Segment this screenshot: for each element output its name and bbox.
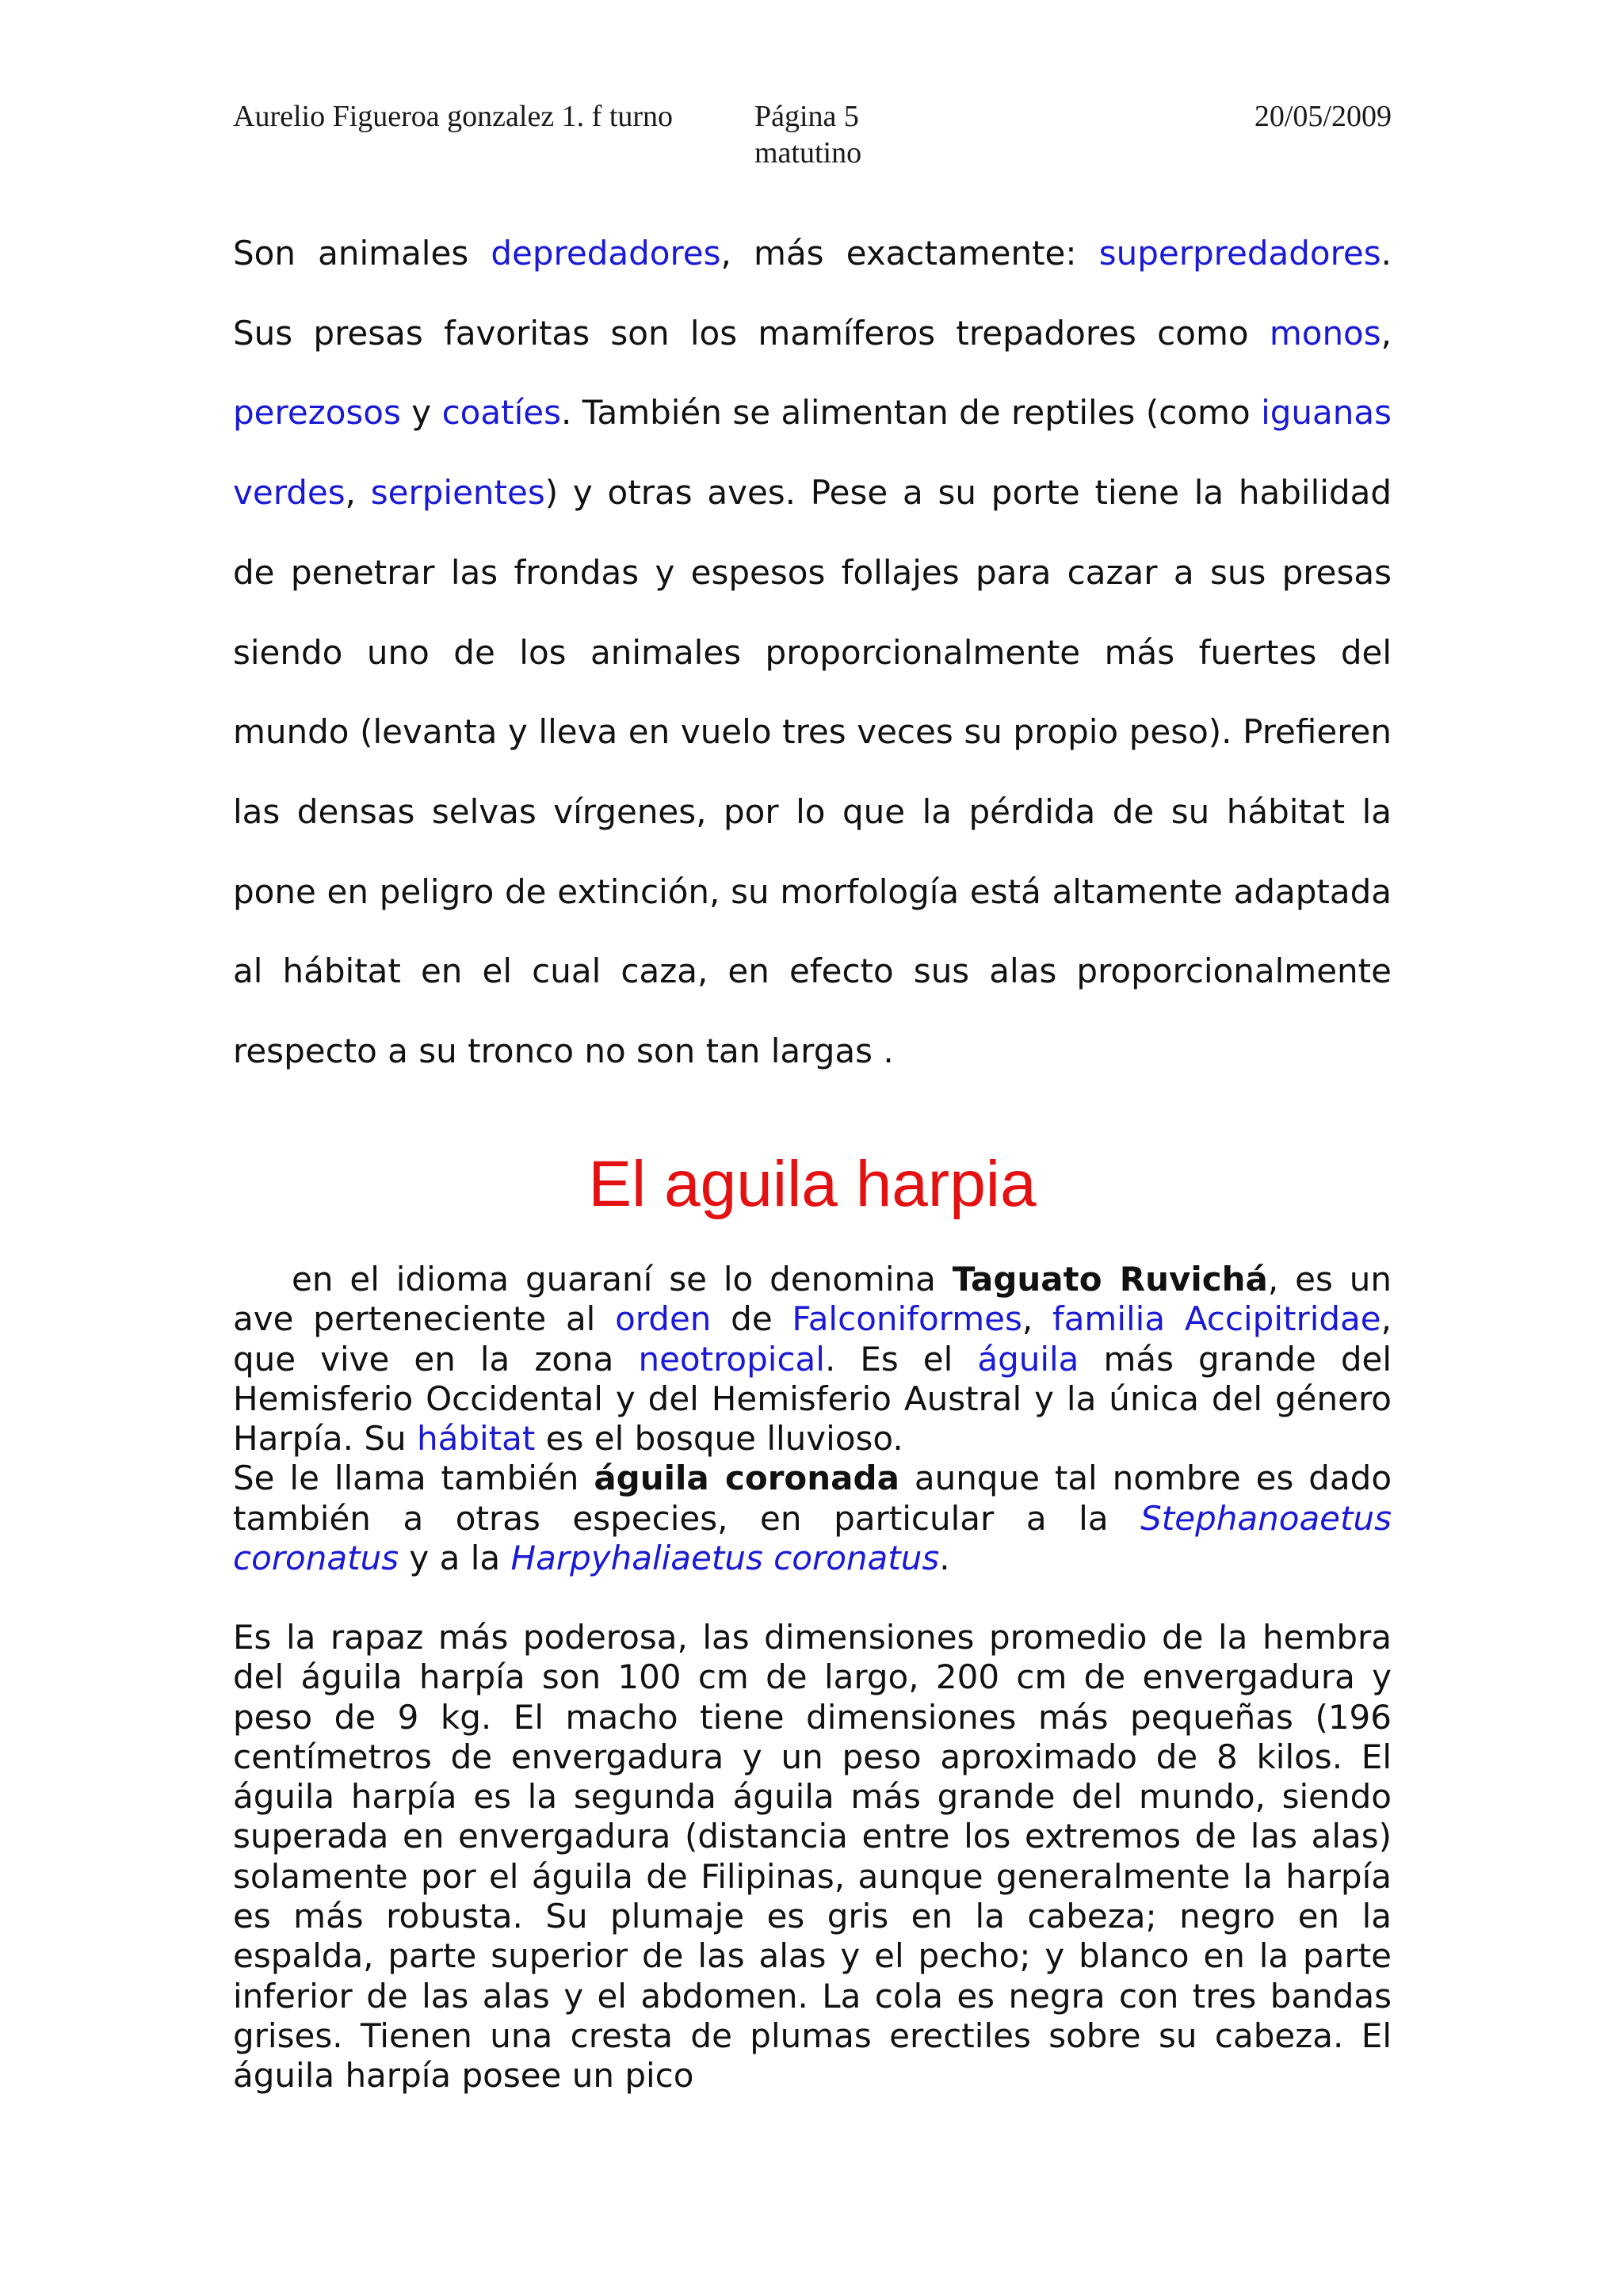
text-run: . bbox=[939, 1539, 950, 1578]
header-author: Aurelio Figueroa gonzalez 1. f turno bbox=[233, 100, 674, 133]
bold-aguila-coronada: águila coronada bbox=[594, 1459, 899, 1498]
text-run: , que vive en la zona bbox=[233, 1299, 1392, 1379]
section-title: El aguila harpia bbox=[588, 1148, 1037, 1220]
page-header bbox=[233, 93, 1392, 173]
text-run: , bbox=[345, 473, 371, 513]
link-coaties[interactable]: coatíes bbox=[441, 393, 561, 433]
text-run: y bbox=[400, 393, 442, 433]
text-run: más grande del Hemisferio Occidental y del Hemisferio Austral y la única del género Harpía. Su bbox=[233, 1339, 1392, 1459]
text-run: , es un ave perteneciente al bbox=[233, 1260, 1392, 1339]
text-run: , más exactamente: bbox=[720, 234, 1099, 273]
link-orden[interactable]: orden bbox=[615, 1299, 712, 1339]
header-date: 20/05/2009 bbox=[1254, 100, 1392, 133]
harpy-intro-paragraph bbox=[233, 1260, 1392, 1578]
text-run: de bbox=[711, 1299, 792, 1339]
text-run: , bbox=[1381, 313, 1392, 353]
link-monos[interactable]: monos bbox=[1269, 313, 1381, 353]
link-habitat[interactable]: hábitat bbox=[416, 1419, 536, 1459]
intro-paragraph bbox=[233, 214, 1392, 1092]
bold-taguato-ruvicha: Taguato Ruvichá bbox=[952, 1260, 1268, 1299]
text-run: , bbox=[1022, 1299, 1052, 1339]
text-run: ) y otras aves. Pese a su porte tiene la habilidad de penetrar las frondas y espesos follajes para cazar a sus presas siendo uno de los animales proporcionalmente más fuertes del mundo (levanta y lleva en vuelo tres veces su propio peso). Prefieren las densas selvas vírgenes, por lo que la pérdida de su hábitat la pone en peligro de extinción, su morfología está altamente adaptada al hábitat en el cual caza, en efecto sus alas proporcionalmente respecto a su tronco no son tan largas . bbox=[233, 473, 1392, 1071]
text-run: en el idioma guaraní se lo denomina bbox=[292, 1260, 953, 1299]
text-run: es el bosque lluvioso. bbox=[535, 1419, 903, 1459]
link-falconiformes[interactable]: Falconiformes bbox=[792, 1299, 1022, 1339]
link-iguanas-verdes[interactable]: iguanas verdes bbox=[233, 393, 1392, 513]
text-run: y a la bbox=[399, 1539, 511, 1578]
text-run: Son animales bbox=[233, 234, 491, 273]
header-page-number: Página 5 bbox=[754, 100, 859, 133]
text-run: . Sus presas favoritas son los mamíferos trepadores como bbox=[233, 234, 1392, 353]
harpy-description-paragraph: Es la rapaz más poderosa, las dimensiones promedio de la hembra del águila harpía son 100 cm de largo, 200 cm de envergadura y peso de 9 kg. El macho tiene dimensiones más pequeñas (196 centímetros de envergadura y un peso aproximado de 8 kilos. El águila harpía es la segunda águila más grande del mundo, siendo superada en envergadura (distancia entre los extremos de las alas) solamente por el águila de Filipinas, aunque generalmente la harpía es más robusta. Su plumaje es gris en la cabeza; negro en la espalda, parte superior de las alas y el pecho; y blanco en la parte inferior de las alas y el abdomen. La cola es negra con tres bandas grises. Tienen una cresta de plumas erectiles sobre su cabeza. El águila harpía posee un pico bbox=[233, 1618, 1392, 2096]
link-perezosos[interactable]: perezosos bbox=[233, 393, 401, 433]
text-run: Se le llama también bbox=[233, 1459, 594, 1498]
text-run: . Es el bbox=[824, 1339, 978, 1379]
text-run: . También se alimentan de reptiles (como bbox=[560, 393, 1262, 433]
link-stephanoaetus-coronatus[interactable]: Stephanoaetus coronatus bbox=[233, 1498, 1392, 1578]
link-familia-accipitridae[interactable]: familia Accipitridae bbox=[1052, 1299, 1381, 1339]
link-depredadores[interactable]: depredadores bbox=[491, 234, 721, 273]
text-run: aunque tal nombre es dado también a otras especies, en particular a la bbox=[233, 1459, 1392, 1538]
header-shift: matutino bbox=[754, 136, 862, 170]
link-harpyhaliaetus-coronatus[interactable]: Harpyhaliaetus coronatus bbox=[510, 1539, 940, 1578]
link-superpredadores[interactable]: superpredadores bbox=[1098, 234, 1381, 273]
link-serpientes[interactable]: serpientes bbox=[370, 473, 545, 513]
link-aguila[interactable]: águila bbox=[977, 1339, 1079, 1379]
link-neotropical[interactable]: neotropical bbox=[638, 1339, 825, 1379]
